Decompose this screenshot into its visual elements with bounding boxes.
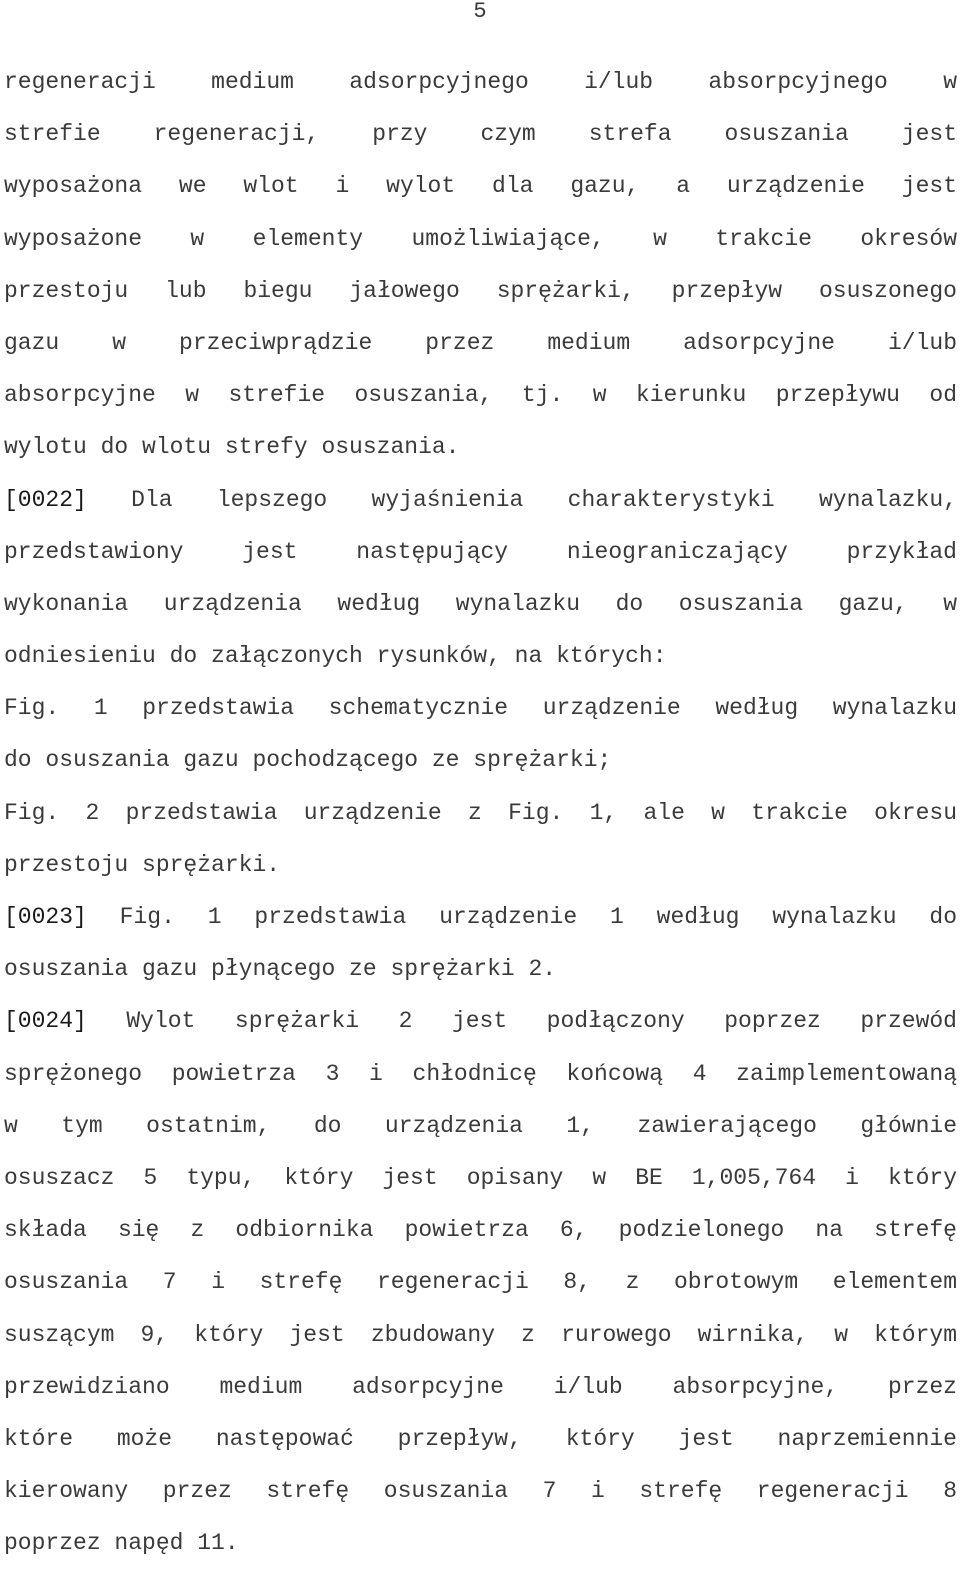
line-text: przedstawiony jest następujący nieograniczający przykład [4,538,957,565]
line-text: strefie regeneracji, przy czym strefa osuszania jest [4,121,957,148]
text-line [4,682,957,734]
line-text: wyposażona we wlot i wylot dla gazu, a urządzenie jest [4,173,957,200]
line-text: osuszania gazu płynącego ze sprężarki 2. [4,956,557,983]
text-line [4,787,957,839]
line-text: wyposażone w elementy umożliwiające, w trakcie okresów [4,225,957,252]
line-text: w tym ostatnim, do urządzenia 1, zawierającego głównie [4,1112,957,1139]
line-text: wykonania urządzenia według wynalazku do osuszania gazu, w [4,590,957,617]
line-text: Wylot sprężarki 2 jest podłączony poprzez przewód [86,1008,957,1035]
line-text: odniesieniu do załączonych rysunków, na których: [4,643,667,670]
line-text: regeneracji medium adsorpcyjnego i/lub absorpcyjnego w [4,69,957,95]
line-text: Fig. 1 przedstawia urządzenie 1 według wynalazku do [86,904,957,930]
line-text: Fig. 1 przedstawia schematycznie urządzenie według wynalazku [4,695,957,722]
text-line [4,474,957,526]
text-line [4,265,957,317]
text-line [4,891,957,943]
line-text: do osuszania gazu pochodzącego ze sprężarki; [4,747,612,774]
text-line [4,943,957,995]
text-line [4,1517,957,1569]
document-body [4,56,957,1569]
text-line [4,1152,957,1204]
text-line [4,578,957,630]
text-line [4,1204,957,1256]
text-line [4,526,957,578]
text-line [4,1048,957,1100]
line-text: osuszania 7 i strefę regeneracji 8, z obrotowym elementem [4,1269,957,1296]
line-text: osuszacz 5 typu, który jest opisany w BE 1,005,764 i który [4,1164,957,1191]
line-text: absorpcyjne w strefie osuszania, tj. w kierunku przepływu od [4,382,957,409]
line-text: poprzez napęd 11. [4,1530,239,1557]
line-text: przestoju lub biegu jałowego sprężarki, przepływ osuszonego [4,277,957,304]
line-text: sprężonego powietrza 3 i chłodnicę końcową 4 zaimplementowaną [4,1060,957,1087]
paragraph-number: [0023] [4,904,87,930]
text-line [4,56,957,108]
line-text: kierowany przez strefę osuszania 7 i strefę regeneracji 8 [4,1478,957,1505]
line-text: gazu w przeciwprądzie przez medium adsorpcyjne i/lub [4,329,957,356]
line-text: suszącym 9, który jest zbudowany z rurowego wirnika, w którym [4,1321,957,1348]
line-text: składa się z odbiornika powietrza 6, podzielonego na strefę [4,1217,957,1244]
line-text: wylotu do wlotu strefy osuszania. [4,434,460,461]
text-line [4,995,957,1047]
line-text: które może następować przepływ, który jest naprzemiennie [4,1425,957,1452]
text-line [4,213,957,265]
text-line [4,317,957,369]
line-text: Fig. 2 przedstawia urządzenie z Fig. 1, ale w trakcie okresu [4,799,957,826]
text-line [4,1361,957,1413]
text-line [4,839,957,891]
line-text: przestoju sprężarki. [4,851,281,878]
line-text: Dla lepszego wyjaśnienia charakterystyki wynalazku, [86,486,957,513]
line-text: przewidziano medium adsorpcyjne i/lub absorpcyjne, przez [4,1373,957,1400]
paragraph-number: [0024] [4,1008,87,1035]
text-line [4,1256,957,1308]
text-line [4,1100,957,1152]
text-line [4,630,957,682]
text-line [4,369,957,421]
text-line [4,1413,957,1465]
page-number: 5 [473,0,487,24]
text-line [4,1309,957,1361]
text-line [4,160,957,212]
text-line [4,734,957,786]
text-line [4,421,957,473]
text-line [4,108,957,160]
paragraph-number: [0022] [4,486,87,513]
text-line [4,1465,957,1517]
